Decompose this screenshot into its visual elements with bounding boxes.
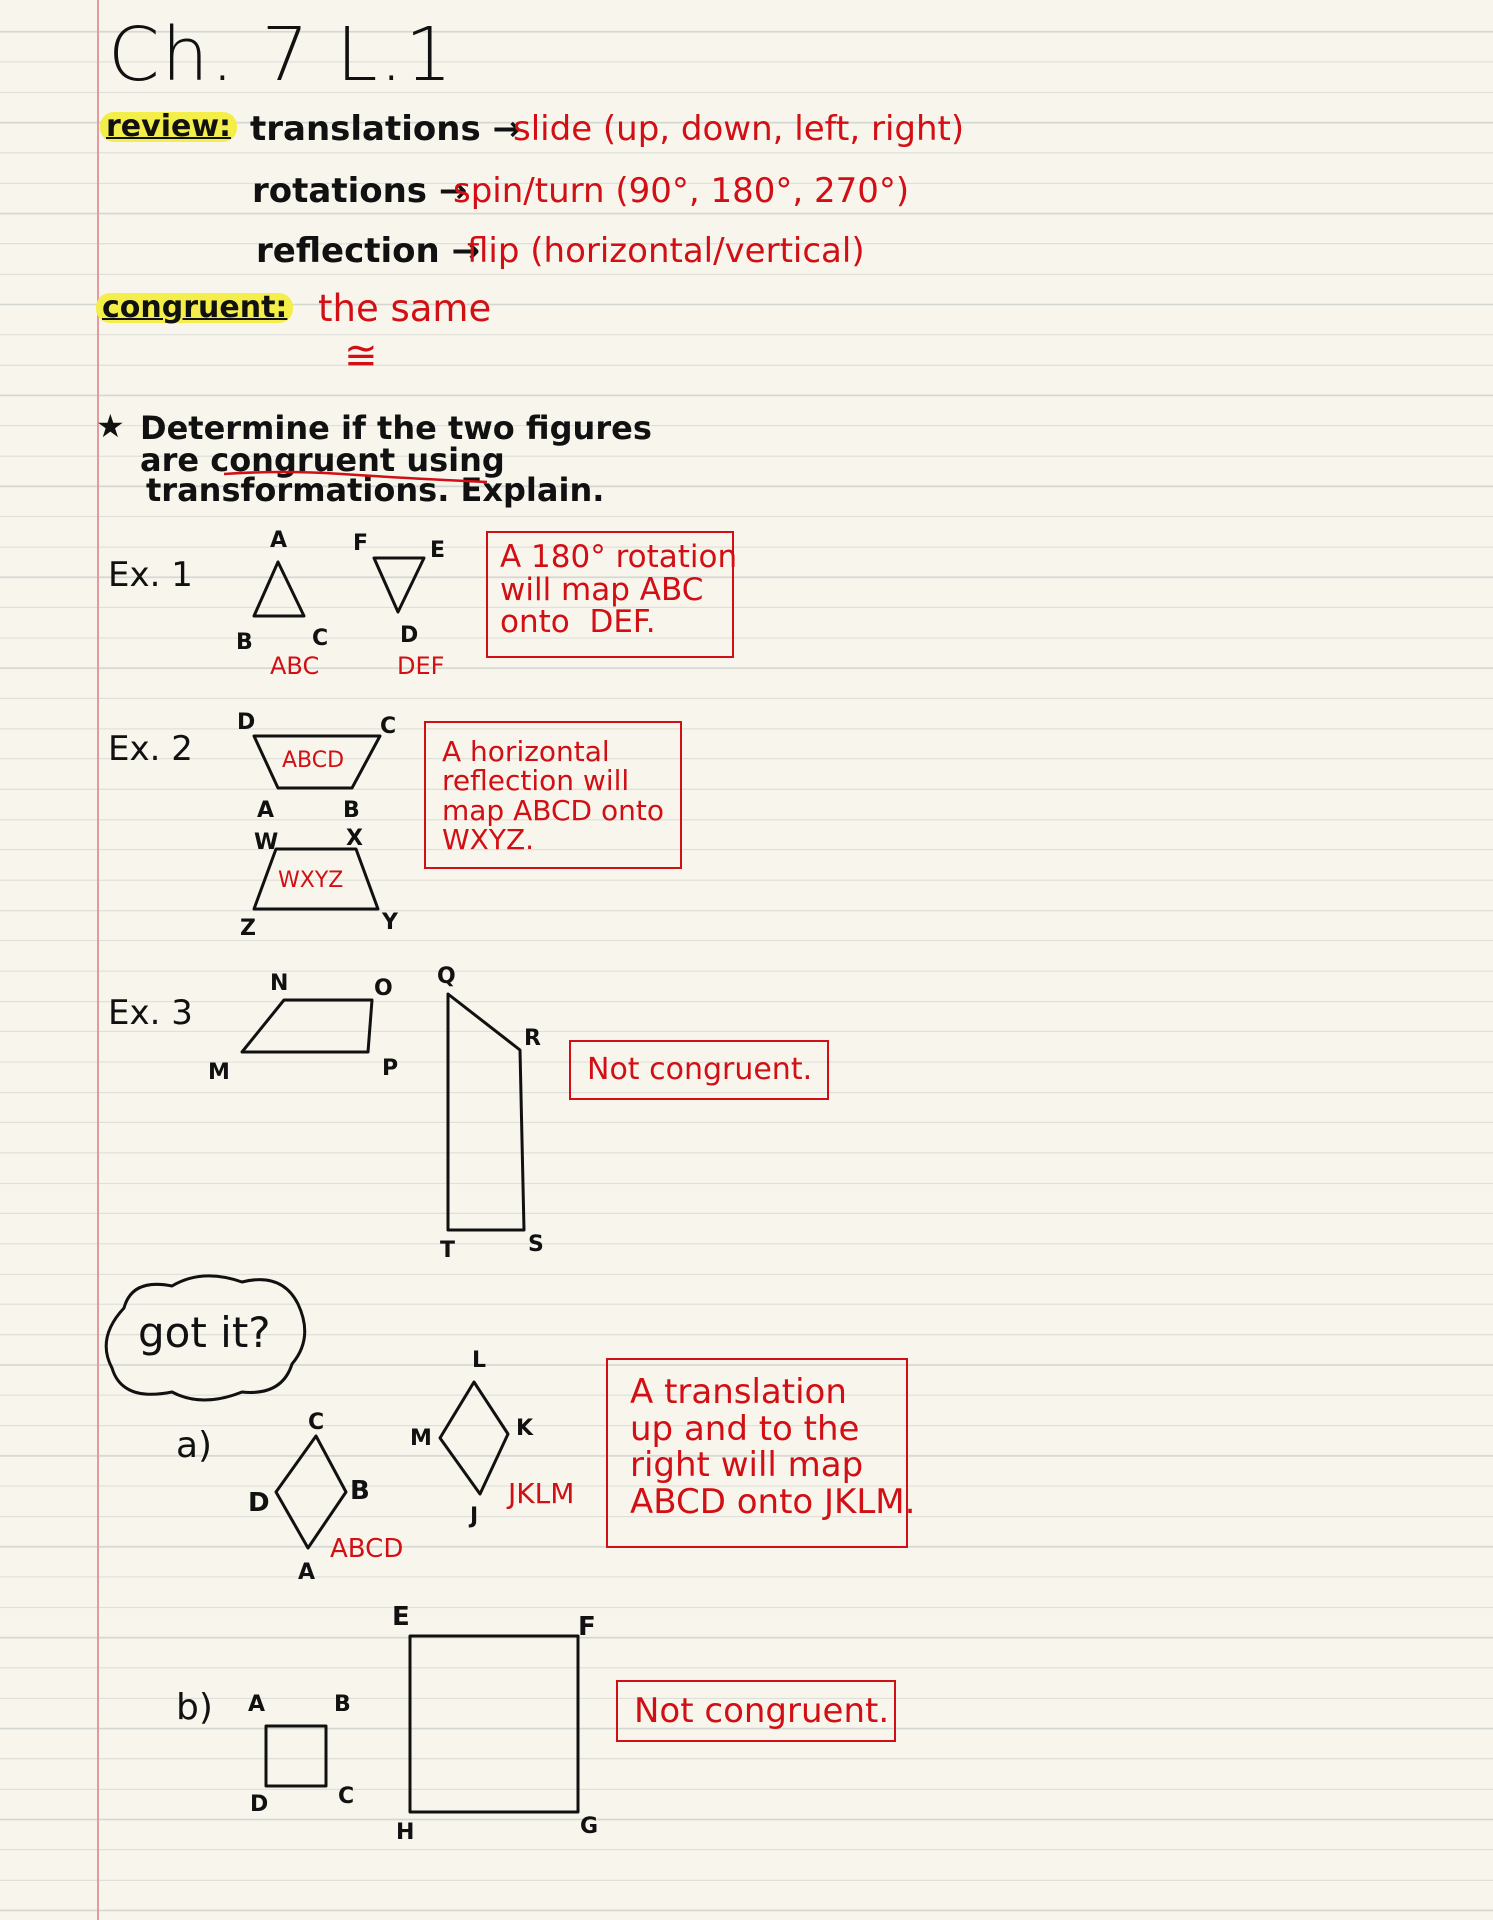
vertex-a: A: [257, 798, 275, 823]
rhombus-jklm: [436, 1378, 516, 1498]
vertex-k: K: [516, 1416, 534, 1441]
ex1-answer-text: A 180° rotation will map ABC onto DEF.: [500, 539, 738, 641]
vertex-d: D: [400, 623, 419, 648]
vertex-b: B: [350, 1476, 370, 1506]
ex2-answer-text: A horizontal reflection will map ABCD onto WXYZ.: [442, 735, 664, 857]
vertex-b: B: [236, 630, 253, 655]
vertex-s: S: [528, 1232, 544, 1257]
trapezoid-mnop: [240, 996, 380, 1056]
vertex-a: A: [270, 528, 288, 553]
triangle-def: [370, 556, 430, 616]
vertex-q: Q: [437, 964, 456, 989]
vertex-a: A: [248, 1692, 266, 1717]
vertex-c: C: [308, 1410, 325, 1435]
figure-name-abc: ABC: [270, 652, 320, 680]
ex2-label: Ex. 2: [108, 729, 193, 769]
vertex-n: N: [270, 971, 289, 996]
vertex-c: C: [338, 1784, 355, 1809]
review-def-reflection: flip (horizontal/vertical): [467, 231, 865, 271]
congruent-underline: [222, 468, 492, 488]
vertex-y: Y: [382, 910, 398, 935]
large-square-efgh: [406, 1632, 586, 1822]
vertex-d: D: [250, 1792, 269, 1817]
vertex-o: O: [374, 976, 393, 1001]
vertex-m: M: [410, 1426, 432, 1451]
vertex-f: F: [353, 531, 369, 556]
vertex-x: X: [346, 826, 363, 851]
small-square-abcd: [262, 1722, 332, 1792]
got-it-b-answer-text: Not congruent.: [634, 1691, 890, 1731]
got-it-label: got it?: [138, 1308, 271, 1357]
vertex-h: H: [396, 1820, 415, 1845]
got-it-b-label: b): [176, 1687, 213, 1728]
figure-name-abcd: ABCD: [282, 748, 345, 773]
ex3-answer-box: [569, 1040, 829, 1100]
ex3-label: Ex. 3: [108, 993, 193, 1033]
margin-line: [97, 0, 99, 1920]
ex2-answer-box: [424, 721, 682, 869]
vertex-r: R: [524, 1026, 541, 1051]
vertex-c: C: [380, 714, 397, 739]
review-def-rotations: spin/turn (90°, 180°, 270°): [453, 171, 910, 211]
ex3-answer-text: Not congruent.: [587, 1052, 813, 1087]
figure-name-def: DEF: [397, 652, 445, 680]
vertex-g: G: [580, 1814, 599, 1839]
congruent-def: the same: [318, 287, 492, 330]
vertex-e: E: [392, 1602, 410, 1632]
instruction-line-3: transformations. Explain.: [146, 471, 605, 509]
vertex-b: B: [343, 798, 360, 823]
congruent-symbol: ≅: [344, 333, 378, 379]
figure-name-wxyz: WXYZ: [278, 868, 344, 893]
vertex-c: C: [312, 626, 329, 651]
vertex-z: Z: [240, 916, 256, 941]
vertex-f: F: [578, 1612, 596, 1642]
got-it-a-answer-text: A translation up and to the right will map ABCD onto JKLM.: [630, 1372, 916, 1523]
vertex-w: W: [254, 830, 279, 855]
instruction-star: ★: [96, 407, 125, 445]
got-it-a-answer-box: [606, 1358, 916, 1548]
instruction-line-2: are congruent using: [140, 441, 505, 479]
ex1-label: Ex. 1: [108, 555, 193, 595]
vertex-j: J: [470, 1504, 479, 1529]
vertex-m: M: [208, 1060, 230, 1085]
vertex-l: L: [472, 1348, 487, 1373]
congruent-label: congruent:: [96, 293, 293, 323]
page-title: Ch. 7 L.1: [108, 12, 455, 98]
figure-name-jklm: JKLM: [508, 1477, 575, 1510]
review-term-reflection: reflection →: [256, 231, 481, 271]
vertex-b: B: [334, 1692, 351, 1717]
vertex-d: D: [237, 710, 256, 735]
review-label: review:: [100, 112, 237, 142]
figure-name-abcd: ABCD: [330, 1534, 404, 1564]
ex1-answer-box: [486, 531, 738, 658]
triangle-abc: [250, 560, 310, 620]
vertex-t: T: [440, 1238, 456, 1263]
review-term-translations: translations →: [250, 109, 522, 149]
vertex-p: P: [382, 1056, 399, 1081]
got-it-a-label: a): [176, 1425, 213, 1466]
got-it-b-answer-box: [616, 1680, 896, 1742]
instruction-line-1: Determine if the two figures: [140, 409, 652, 447]
vertex-d: D: [248, 1488, 270, 1518]
vertex-e: E: [430, 538, 446, 563]
vertex-a: A: [298, 1560, 316, 1585]
review-def-translations: slide (up, down, left, right): [513, 109, 965, 149]
review-term-rotations: rotations →: [252, 171, 468, 211]
